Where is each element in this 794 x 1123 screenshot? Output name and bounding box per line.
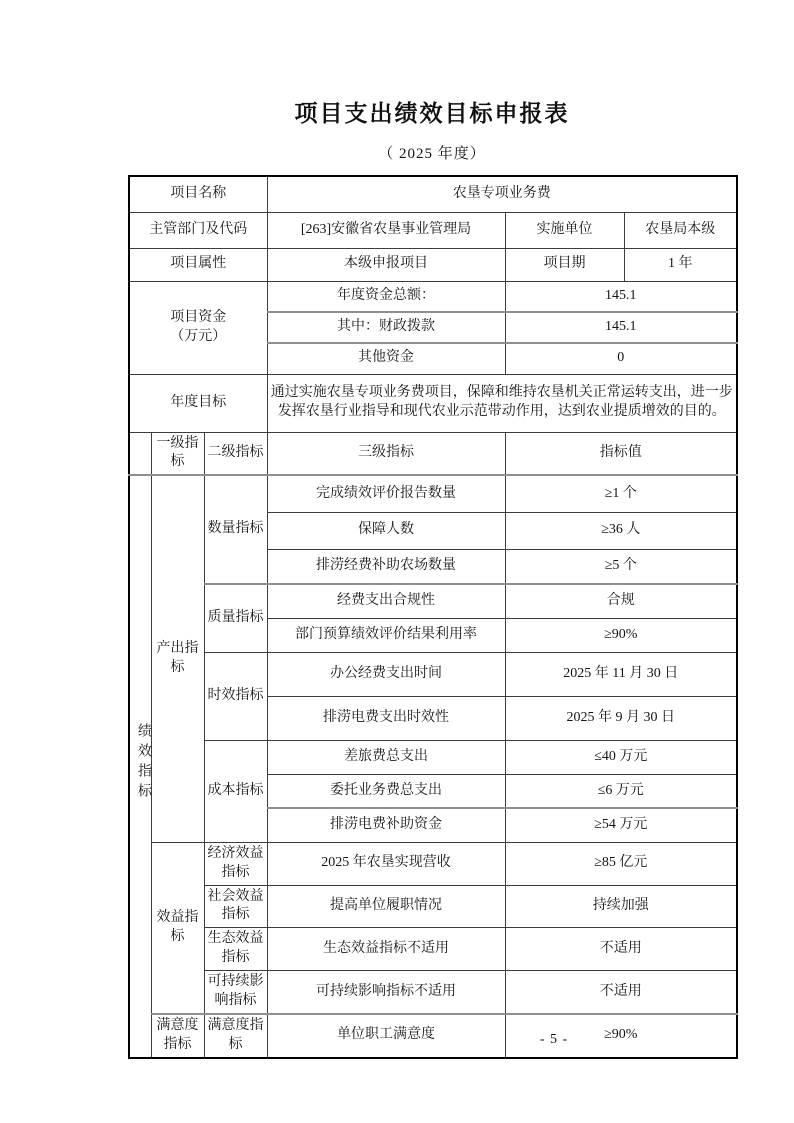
metric-value: ≥36 人: [505, 512, 737, 549]
header-l3: 三级指标: [267, 432, 505, 475]
funding-total-value: 145.1: [505, 281, 737, 312]
funding-total-label: 年度资金总额：: [267, 281, 505, 312]
metric: 排涝电费支出时效性: [267, 696, 505, 740]
metric-value: ≤6 万元: [505, 774, 737, 808]
row-annual-goal: [129, 374, 737, 432]
metric-value: ≥5 个: [505, 549, 737, 584]
impl-label: 实施单位: [505, 212, 624, 248]
metric: 经费支出合规性: [267, 584, 505, 618]
indicator-row: [129, 885, 737, 928]
dept-value: [263]安徽省农垦事业管理局: [267, 212, 505, 248]
l2-economic: 经济效益指标: [204, 842, 267, 885]
metric: 保障人数: [267, 512, 505, 549]
project-name-label: 项目名称: [129, 176, 267, 212]
project-name-value: 农垦专项业务费: [267, 176, 737, 212]
metric-value: ≥54 万元: [505, 808, 737, 842]
period-value: 1 年: [624, 248, 737, 281]
l2-quantity: 数量指标: [204, 475, 267, 584]
l2-quality: 质量指标: [204, 584, 267, 652]
metric-value: 不适用: [505, 971, 737, 1014]
indicator-row: [129, 740, 737, 774]
dept-label: 主管部门及代码: [129, 212, 267, 248]
attr-value: 本级申报项目: [267, 248, 505, 281]
metric-value: 持续加强: [505, 885, 737, 928]
row-indicator-header: [129, 432, 737, 475]
l1-output: 产出指标: [151, 475, 204, 842]
header-value: 指标值: [505, 432, 737, 475]
header-l2: 二级指标: [204, 432, 267, 475]
metric-value: 2025 年 9 月 30 日: [505, 696, 737, 740]
funding-label-line2: （万元）: [170, 328, 227, 344]
metric: 委托业务费总支出: [267, 774, 505, 808]
metric: 完成绩效评价报告数量: [267, 475, 505, 512]
l2-ecological: 生态效益指标: [204, 928, 267, 971]
attr-label: 项目属性: [129, 248, 267, 281]
metric-value: 2025 年 11 月 30 日: [505, 652, 737, 696]
side-label: 绩效指标: [135, 723, 151, 804]
page-number: - 5 -: [539, 1032, 569, 1047]
row-attribute: [129, 248, 737, 281]
funding-other-label: 其他资金: [267, 343, 505, 374]
funding-fiscal-value: 145.1: [505, 312, 737, 343]
funding-label-line1: 项目资金: [170, 309, 227, 325]
funding-fiscal-label: 其中：财政拨款: [267, 312, 505, 343]
metric: 提高单位履职情况: [267, 885, 505, 928]
l2-social: 社会效益指标: [204, 885, 267, 928]
period-label: 项目期: [505, 248, 624, 281]
metric-value: ≤40 万元: [505, 740, 737, 774]
l2-timeliness: 时效指标: [204, 652, 267, 740]
funding-other-value: 0: [505, 343, 737, 374]
metric-value: ≥90%: [505, 1014, 737, 1058]
side-label-cell: [129, 475, 151, 1057]
indicator-row: [129, 971, 737, 1014]
metric: 部门预算绩效评价结果利用率: [267, 618, 505, 652]
metric: 单位职工满意度: [267, 1014, 505, 1058]
impl-value: 农垦局本级: [624, 212, 737, 248]
metric: 排涝经费补助农场数量: [267, 549, 505, 584]
annual-goal-text: 通过实施农垦专项业务费项目，保障和维持农垦机关正常运转支出，进一步发挥农垦行业指导和现代农业示范带动作用，达到农业提质增效的目的。: [267, 374, 737, 432]
l2-cost: 成本指标: [204, 740, 267, 842]
page-title: 项目支出绩效目标申报表: [294, 101, 570, 126]
indicator-corner-cell: [129, 432, 151, 475]
l2-satisfaction: 满意度指标: [204, 1014, 267, 1058]
metric: 可持续影响指标不适用: [267, 971, 505, 1014]
row-department: [129, 212, 737, 248]
metric: 生态效益指标不适用: [267, 928, 505, 971]
document-page: [128, 0, 736, 1059]
metric-value: ≥1 个: [505, 475, 737, 512]
page-subtitle: （ 2025 年度）: [378, 146, 486, 162]
metric-value: ≥90%: [505, 618, 737, 652]
row-project-name: [129, 176, 737, 212]
metric: 2025 年农垦实现营收: [267, 842, 505, 885]
indicator-row: [129, 842, 737, 885]
row-funding-total: [129, 281, 737, 312]
annual-goal-label: 年度目标: [129, 374, 267, 432]
metric-value: 合规: [505, 584, 737, 618]
metric-value: 不适用: [505, 928, 737, 971]
metric-value: ≥85 亿元: [505, 842, 737, 885]
metric: 差旅费总支出: [267, 740, 505, 774]
l1-satisfaction: 满意度指标: [151, 1014, 204, 1058]
indicator-row: [129, 652, 737, 696]
l1-benefit: 效益指标: [151, 842, 204, 1014]
funding-label: [129, 281, 267, 374]
indicator-row: [129, 1014, 737, 1058]
metric: 办公经费支出时间: [267, 652, 505, 696]
declaration-table: [128, 175, 738, 1059]
header-l1: 一级指标: [151, 432, 204, 475]
indicator-row: [129, 928, 737, 971]
l2-sustainable: 可持续影响指标: [204, 971, 267, 1014]
indicator-row: [129, 475, 737, 512]
indicator-row: [129, 584, 737, 618]
metric: 排涝电费补助资金: [267, 808, 505, 842]
